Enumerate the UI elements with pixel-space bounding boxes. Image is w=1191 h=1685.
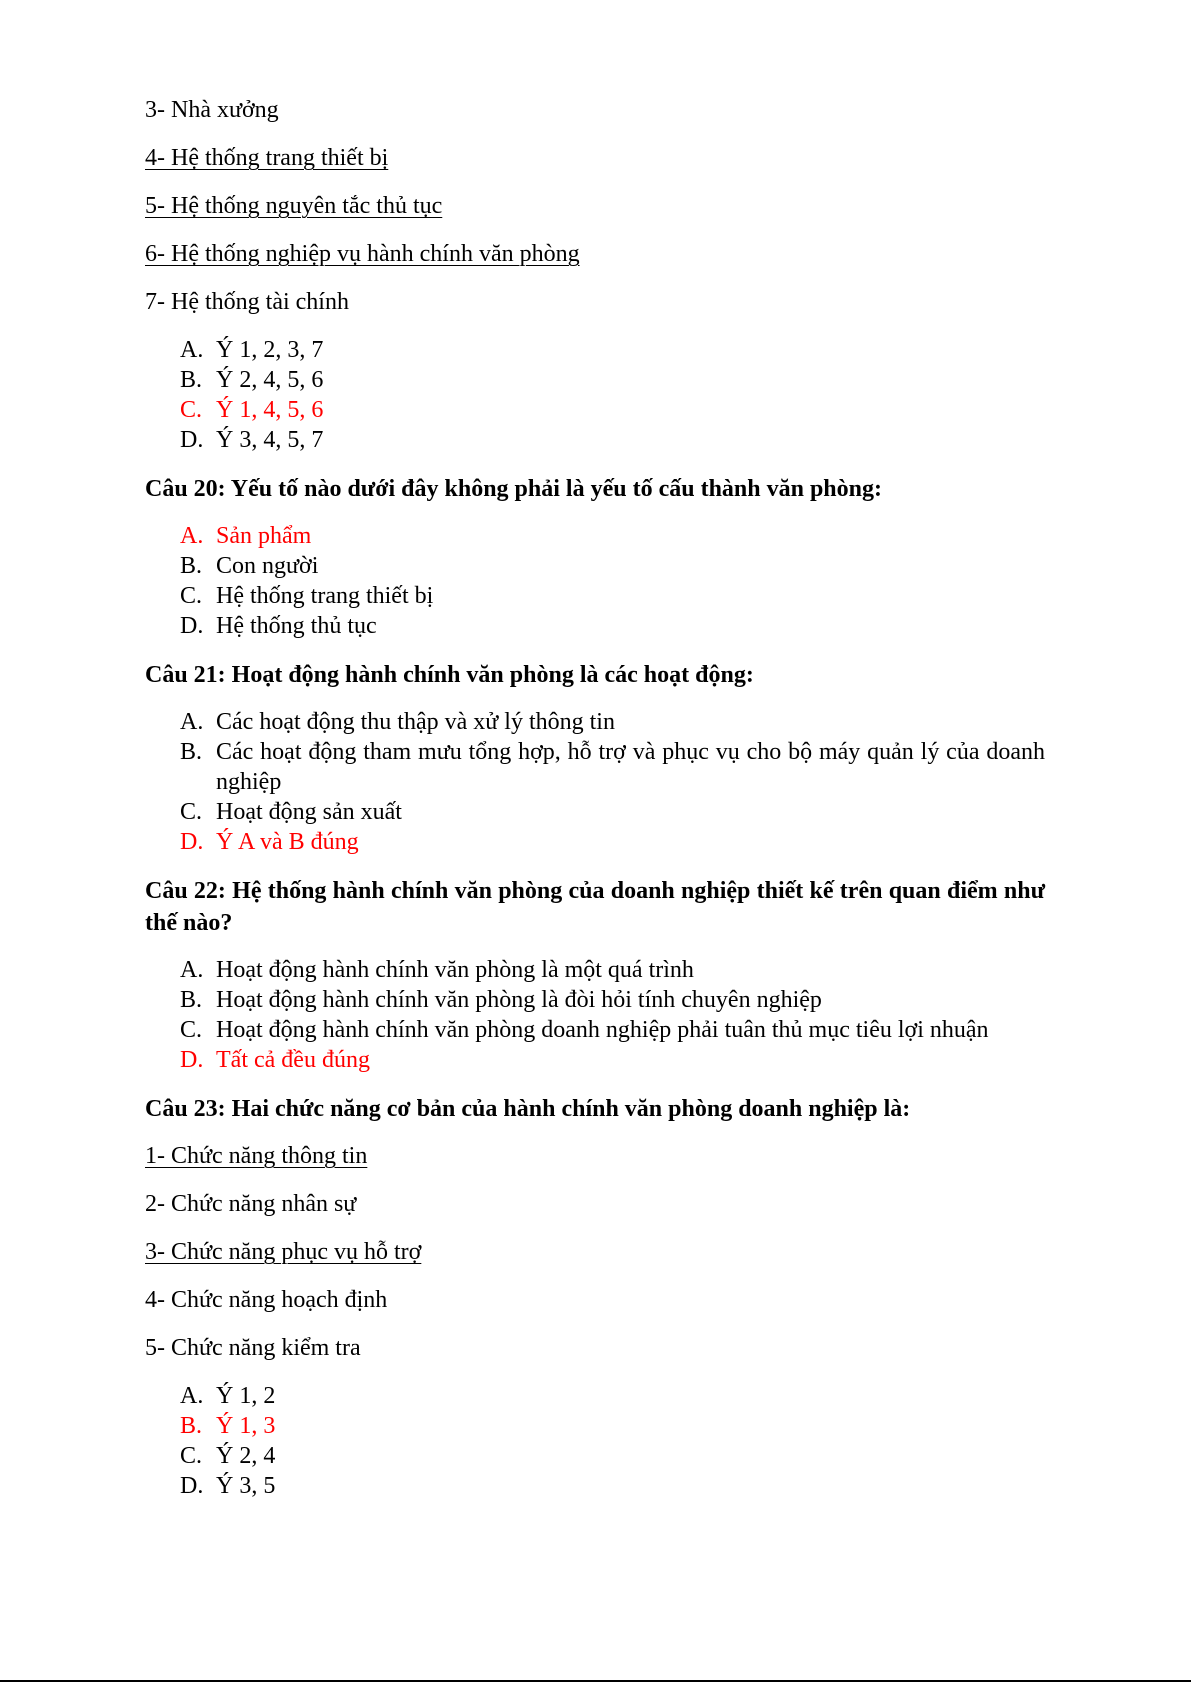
option-b: B. Ý 2, 4, 5, 6 — [180, 367, 324, 393]
option-d-correct: D. Ý A và B đúng — [180, 829, 359, 855]
question-21: Câu 21: Hoạt động hành chính văn phòng là các hoạt động: — [145, 662, 754, 688]
option-a: A. Ý 1, 2 — [180, 1383, 276, 1409]
page-bottom-divider — [0, 1680, 1191, 1682]
question-22: Câu 22: Hệ thống hành chính văn phòng của doanh nghiệp thiết kế trên quan điểm như thế nào? — [145, 878, 1045, 936]
statement-item: 6- Hệ thống nghiệp vụ hành chính văn phòng — [145, 241, 580, 267]
option-a: A. Ý 1, 2, 3, 7 — [180, 337, 324, 363]
statement-item: 3- Nhà xưởng — [145, 97, 279, 123]
option-c-correct: C. Ý 1, 4, 5, 6 — [180, 397, 324, 423]
option-a-correct: A. Sản phẩm — [180, 523, 312, 549]
option-c: C. Hoạt động sản xuất — [180, 799, 402, 825]
q20-options — [145, 521, 1045, 641]
option-a: A. Các hoạt động thu thập và xử lý thông tin — [180, 709, 615, 735]
question-23: Câu 23: Hai chức năng cơ bản của hành chính văn phòng doanh nghiệp là: — [145, 1096, 911, 1122]
question-20: Câu 20: Yếu tố nào dưới đây không phải là yếu tố cấu thành văn phòng: — [145, 476, 882, 502]
q21-options — [145, 707, 1045, 857]
option-d: D. Hệ thống thủ tục — [180, 613, 377, 639]
option-d: D. Ý 3, 5 — [180, 1473, 276, 1499]
q19-statements — [145, 95, 1045, 317]
q19-options — [145, 335, 1045, 455]
option-d-correct: D. Tất cả đều đúng — [180, 1047, 370, 1073]
option-a: A. Hoạt động hành chính văn phòng là một quá trình — [180, 957, 694, 983]
option-c: C. Hệ thống trang thiết bị — [180, 583, 434, 609]
option-b-correct: B. Ý 1, 3 — [180, 1413, 276, 1439]
option-b: B. Con người — [180, 553, 319, 579]
option-b: B. Các hoạt động tham mưu tổng hợp, hỗ trợ và phục vụ cho bộ máy quản lý của doanh nghiệp — [180, 739, 1045, 795]
q23-options — [145, 1381, 1045, 1501]
option-c: C. Ý 2, 4 — [180, 1443, 276, 1469]
statement-item: 1- Chức năng thông tin — [145, 1143, 368, 1169]
option-d: D. Ý 3, 4, 5, 7 — [180, 427, 324, 453]
statement-item: 5- Hệ thống nguyên tắc thủ tục — [145, 193, 443, 219]
statement-item: 4- Hệ thống trang thiết bị — [145, 145, 389, 171]
statement-item: 7- Hệ thống tài chính — [145, 289, 349, 315]
statement-item: 4- Chức năng hoạch định — [145, 1287, 388, 1313]
q22-options — [145, 955, 1045, 1075]
statement-item: 3- Chức năng phục vụ hỗ trợ — [145, 1239, 422, 1265]
statement-item: 5- Chức năng kiểm tra — [145, 1335, 361, 1361]
option-c: C. Hoạt động hành chính văn phòng doanh nghiệp phải tuân thủ mục tiêu lợi nhuận — [180, 1017, 989, 1043]
option-b: B. Hoạt động hành chính văn phòng là đòi hỏi tính chuyên nghiệp — [180, 987, 822, 1013]
document-page — [145, 95, 1045, 1519]
q23-statements — [145, 1141, 1045, 1363]
statement-item: 2- Chức năng nhân sự — [145, 1191, 357, 1217]
